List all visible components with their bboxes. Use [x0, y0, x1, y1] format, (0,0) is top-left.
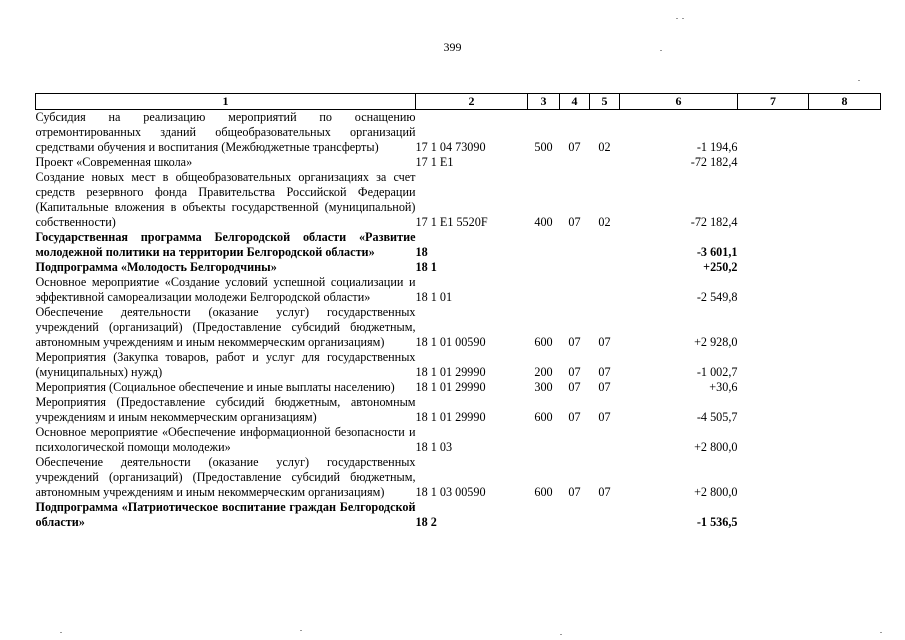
table-body	[36, 110, 881, 531]
row-code: 18 1 01 00590	[415, 335, 486, 349]
row-code: 18 1 01 29990	[415, 365, 486, 379]
row-col-8	[809, 455, 881, 500]
row-amount: +30,6	[709, 380, 738, 394]
row-amount: -1 536,5	[696, 515, 738, 529]
row-subsection	[590, 230, 620, 260]
column-header-1: 1	[36, 94, 416, 110]
row-expense-type: 600	[534, 335, 553, 349]
row-expense-type	[528, 155, 560, 170]
table-row	[36, 425, 881, 455]
row-name: Обеспечение деятельности (оказание услуг) государственных учреждений (организаций) (Предоставление субсидий бюджетным, автономным учреждениям и иным некоммерческим организациям)	[35, 305, 416, 349]
row-subsection: 07	[598, 485, 611, 499]
scan-speck	[60, 632, 62, 633]
column-header-7: 7	[738, 94, 809, 110]
row-expense-type: 600	[534, 410, 553, 424]
row-subsection: 07	[598, 380, 611, 394]
row-name: Основное мероприятие «Создание условий успешной социализации и эффективной самореализации молодежи Белгородской области»	[35, 275, 416, 304]
row-expense-type: 400	[534, 215, 553, 229]
row-name: Мероприятия (Предоставление субсидий бюджетным, автономным учреждениям и иным некоммерческим организациям)	[35, 395, 416, 424]
row-col-7	[738, 110, 809, 156]
row-col-8	[809, 260, 881, 275]
row-section: 07	[568, 485, 581, 499]
table-row	[36, 305, 881, 350]
row-expense-type	[528, 275, 560, 305]
row-name: Обеспечение деятельности (оказание услуг) государственных учреждений (организаций) (Предоставление субсидий бюджетным, автономным учреждениям и иным некоммерческим организациям)	[35, 455, 416, 499]
row-amount: -2 549,8	[696, 290, 738, 304]
column-header-6: 6	[620, 94, 738, 110]
row-col-8	[809, 425, 881, 455]
row-amount: -4 505,7	[696, 410, 738, 424]
budget-table	[35, 93, 881, 530]
row-section: 07	[568, 380, 581, 394]
row-name: Мероприятия (Закупка товаров, работ и услуг для государственных (муниципальных) нужд)	[35, 350, 416, 379]
row-subsection	[590, 275, 620, 305]
row-amount: -3 601,1	[696, 245, 738, 259]
row-subsection	[590, 260, 620, 275]
table-row	[36, 350, 881, 380]
row-col-7	[738, 455, 809, 500]
row-col-7	[738, 275, 809, 305]
row-amount: -72 182,4	[690, 155, 738, 169]
row-expense-type	[528, 260, 560, 275]
row-name: Проект «Современная школа»	[35, 155, 193, 169]
row-section	[560, 260, 590, 275]
column-header-4: 4	[560, 94, 590, 110]
row-code: 17 1 E1 5520F	[415, 215, 488, 229]
header-row	[36, 94, 881, 110]
row-code: 18	[415, 245, 428, 259]
row-code: 18 1	[415, 260, 437, 274]
row-col-7	[738, 350, 809, 380]
scan-speck	[560, 634, 562, 635]
row-col-8	[809, 230, 881, 260]
row-code: 18 1 03 00590	[415, 485, 486, 499]
row-expense-type	[528, 425, 560, 455]
row-section: 07	[568, 410, 581, 424]
row-col-7	[738, 170, 809, 230]
row-section: 07	[568, 335, 581, 349]
row-section: 07	[568, 215, 581, 229]
row-expense-type: 600	[534, 485, 553, 499]
row-subsection	[590, 155, 620, 170]
row-name: Мероприятия (Социальное обеспечение и иные выплаты населению)	[35, 380, 395, 394]
page-number: 399	[443, 40, 462, 54]
row-name: Создание новых мест в общеобразовательных организациях за счет средств резервного фонда Правительства Российской Федерации (Капитальные вложения в объекты государственной (муниципальной) собственности)	[35, 170, 416, 229]
column-header-8: 8	[809, 94, 881, 110]
row-col-7	[738, 500, 809, 530]
table-row	[36, 230, 881, 260]
column-header-2: 2	[416, 94, 528, 110]
row-col-7	[738, 230, 809, 260]
row-col-8	[809, 350, 881, 380]
table-row	[36, 395, 881, 425]
row-section	[560, 500, 590, 530]
row-subsection: 07	[598, 335, 611, 349]
scan-speck	[676, 18, 678, 19]
row-amount: +250,2	[703, 260, 738, 274]
row-code: 18 1 01 29990	[415, 380, 486, 394]
scan-speck	[858, 80, 860, 81]
row-section	[560, 155, 590, 170]
row-section	[560, 275, 590, 305]
row-col-7	[738, 380, 809, 395]
row-amount: +2 800,0	[694, 485, 738, 499]
scan-speck	[682, 18, 684, 19]
row-col-8	[809, 110, 881, 156]
row-section	[560, 230, 590, 260]
row-subsection: 07	[598, 410, 611, 424]
row-col-7	[738, 425, 809, 455]
row-amount: +2 928,0	[694, 335, 738, 349]
row-subsection: 02	[598, 215, 611, 229]
row-col-7	[738, 395, 809, 425]
row-expense-type: 500	[534, 140, 553, 154]
row-col-8	[809, 305, 881, 350]
row-name: Основное мероприятие «Обеспечение информационной безопасности и психологической помощи молодежи»	[35, 425, 416, 454]
row-expense-type: 200	[534, 365, 553, 379]
row-code: 18 1 03	[415, 440, 453, 454]
row-amount: -72 182,4	[690, 215, 738, 229]
scan-speck	[300, 630, 302, 631]
table-row	[36, 155, 881, 170]
table-row	[36, 380, 881, 395]
row-col-7	[738, 260, 809, 275]
row-subsection: 07	[598, 365, 611, 379]
row-code: 17 1 E1	[415, 155, 454, 169]
scan-speck	[660, 50, 662, 51]
row-section	[560, 425, 590, 455]
row-name: Подпрограмма «Молодость Белгородчины»	[35, 260, 277, 274]
row-section: 07	[568, 365, 581, 379]
table-row	[36, 455, 881, 500]
column-header-3: 3	[528, 94, 560, 110]
table-row	[36, 275, 881, 305]
row-section: 07	[568, 140, 581, 154]
row-amount: +2 800,0	[694, 440, 738, 454]
row-name: Субсидия на реализацию мероприятий по оснащению отремонтированных зданий общеобразовательных организаций средствами обучения и воспитания (Межбюджетные трансферты)	[35, 110, 416, 154]
row-subsection	[590, 425, 620, 455]
table-row	[36, 170, 881, 230]
row-code: 17 1 04 73090	[415, 140, 486, 154]
row-col-8	[809, 155, 881, 170]
row-name: Государственная программа Белгородской области «Развитие молодежной политики на территории Белгородской области»	[35, 230, 416, 259]
row-col-7	[738, 155, 809, 170]
table-row	[36, 500, 881, 530]
table-row	[36, 260, 881, 275]
column-header-5: 5	[590, 94, 620, 110]
row-amount: -1 194,6	[696, 140, 738, 154]
row-code: 18 2	[415, 515, 437, 529]
row-name: Подпрограмма «Патриотическое воспитание граждан Белгородской области»	[35, 500, 416, 529]
row-expense-type	[528, 500, 560, 530]
row-subsection: 02	[598, 140, 611, 154]
row-code: 18 1 01	[415, 290, 453, 304]
row-col-8	[809, 500, 881, 530]
row-expense-type	[528, 230, 560, 260]
row-col-7	[738, 305, 809, 350]
row-col-8	[809, 395, 881, 425]
row-amount: -1 002,7	[696, 365, 738, 379]
row-code: 18 1 01 29990	[415, 410, 486, 424]
row-col-8	[809, 275, 881, 305]
table-row	[36, 110, 881, 156]
scan-speck	[880, 632, 882, 633]
row-subsection	[590, 500, 620, 530]
row-col-8	[809, 380, 881, 395]
row-expense-type: 300	[534, 380, 553, 394]
row-col-8	[809, 170, 881, 230]
